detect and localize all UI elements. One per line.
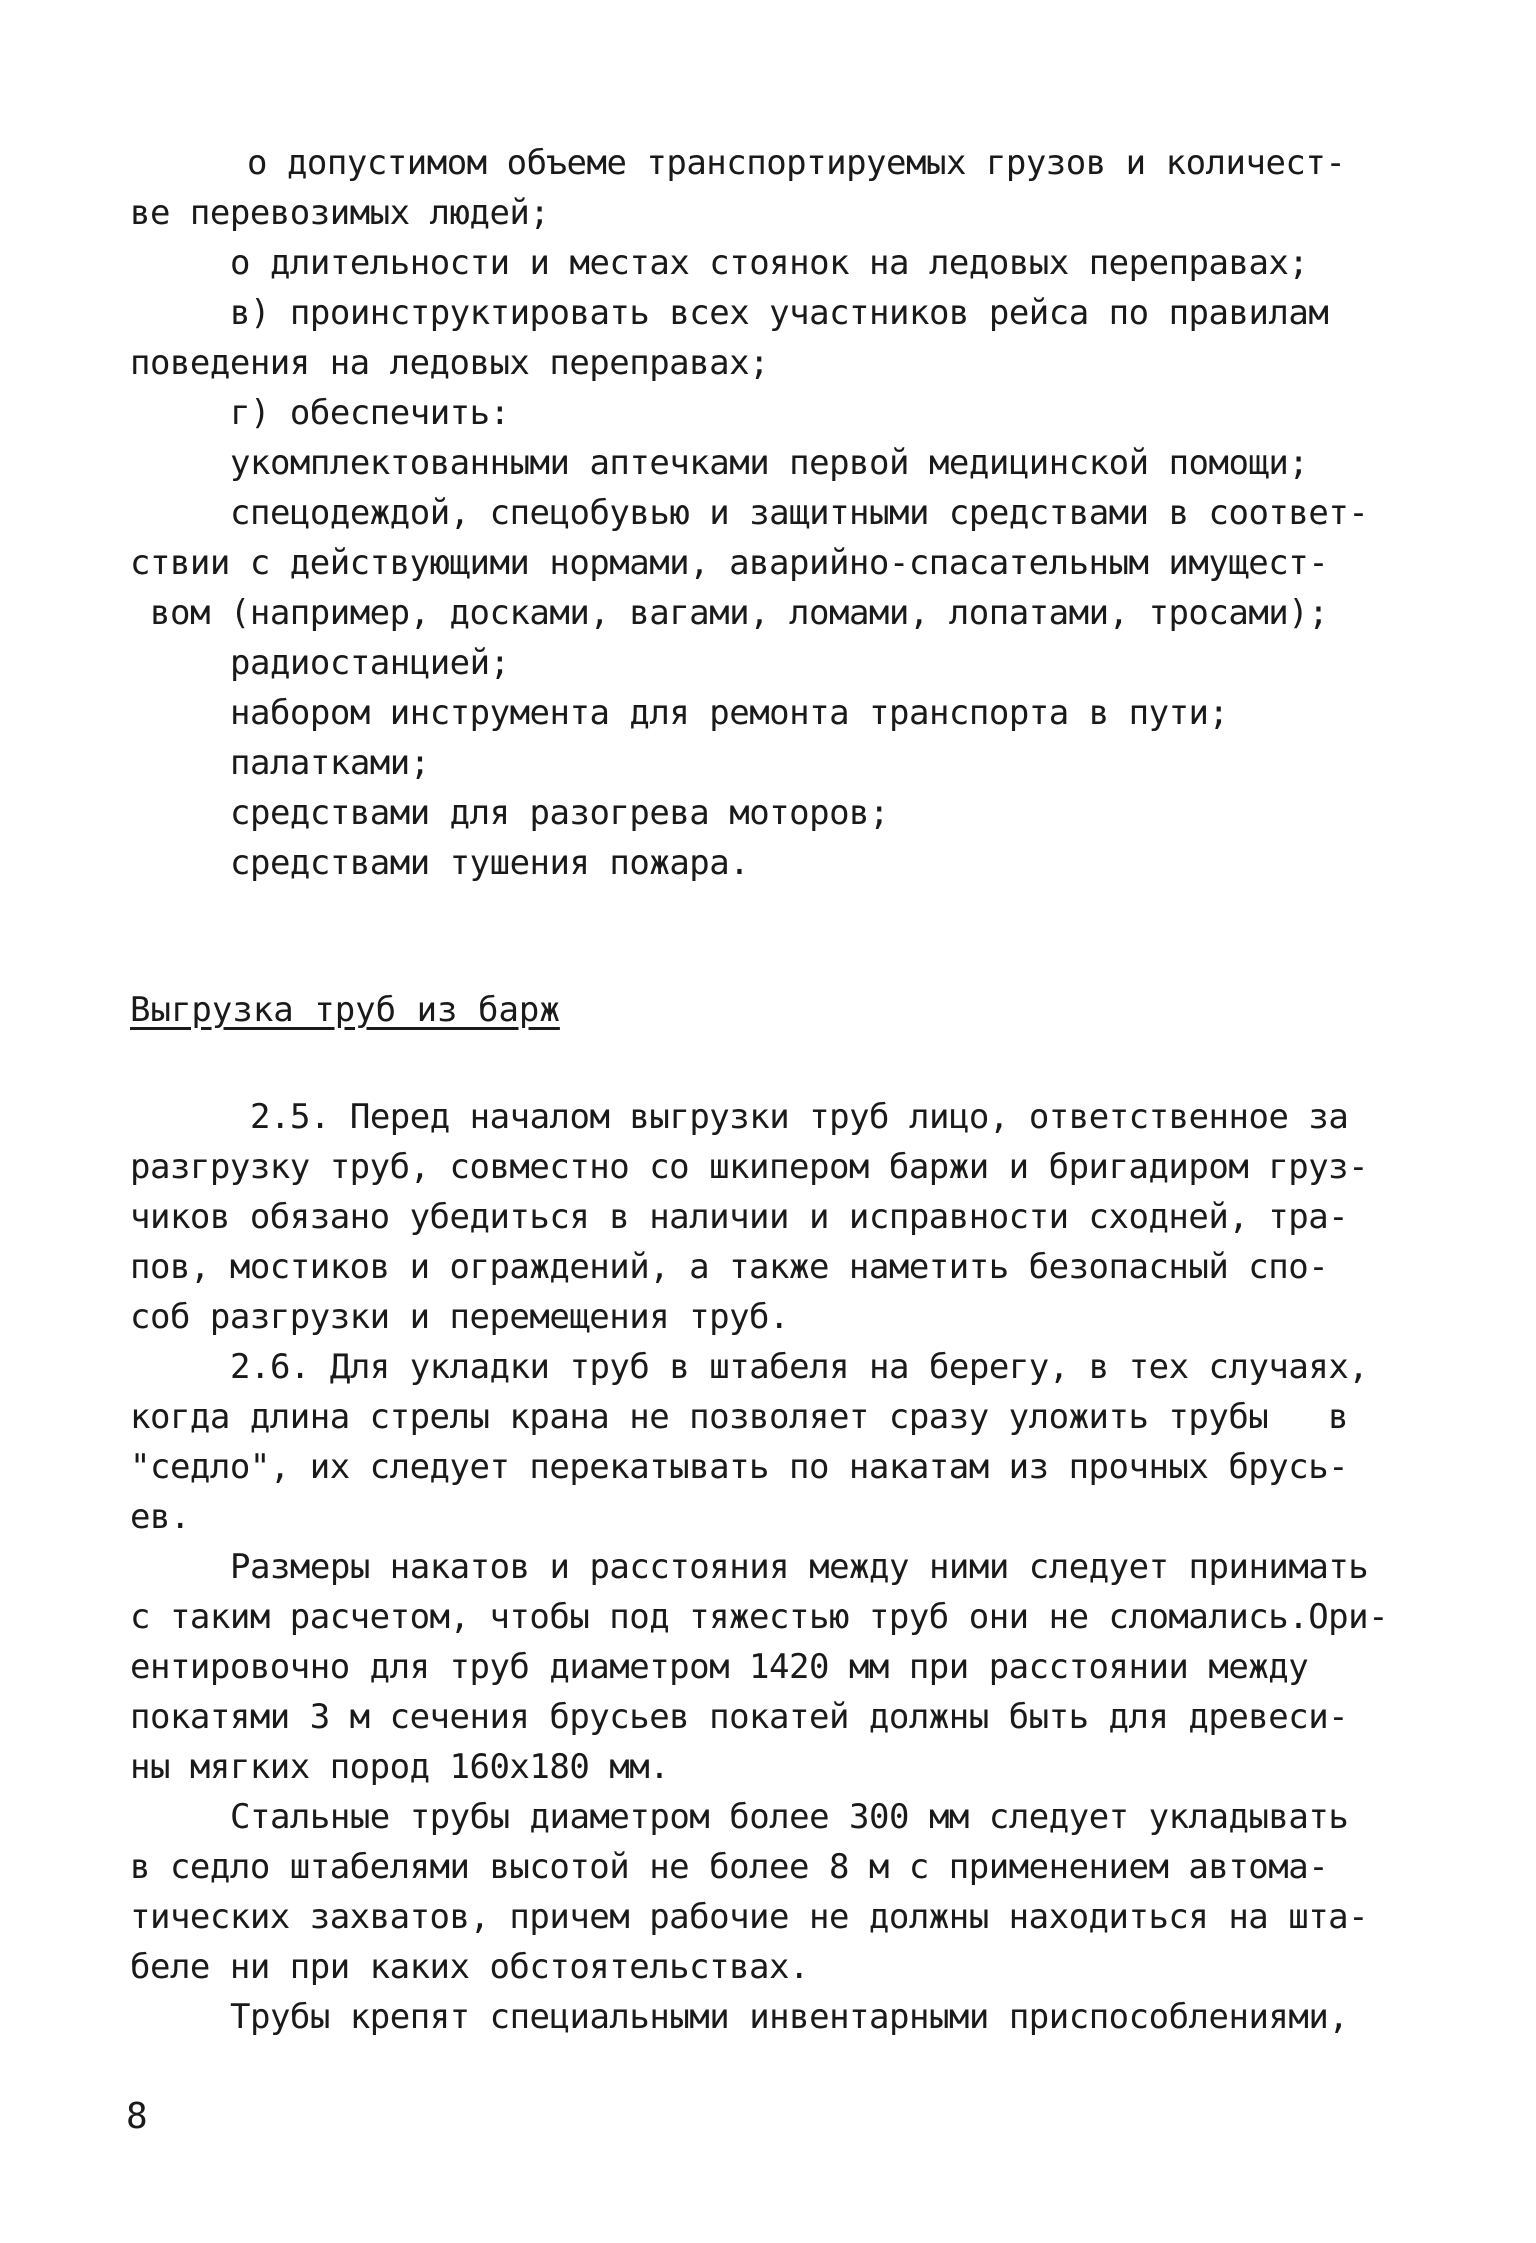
text-line: в седло штабелями высотой не более 8 м с применением автома- [130,1847,1329,1887]
text-line: Трубы крепят специальными инвентарными приспособлениями, [230,1997,1349,2037]
text-line: 2.6. Для укладки труб в штабеля на берегу, в тех случаях, [230,1347,1369,1387]
text-line: Размеры накатов и расстояния между ними следует принимать [230,1547,1369,1587]
text-line: палатками; [230,743,430,783]
text-line: ствии с действующими нормами, аварийно-спасательным имущест- [130,543,1329,583]
text-line: вом (например, досками, вагами, ломами, лопатами, тросами); [150,593,1329,633]
text-line: радиостанцией; [230,643,510,683]
text-line: г) обеспечить: [230,393,510,433]
text-line: средствами тушения пожара. [230,843,750,883]
text-line: ентировочно для труб диаметром 1420 мм при расстоянии между [130,1647,1309,1687]
text-line: покатями 3 м сечения брусьев покатей должны быть для древеси- [130,1697,1349,1737]
text-line: с таким расчетом, чтобы под тяжестью труб они не сломались.Ори- [130,1597,1389,1637]
text-line: поведения на ледовых переправах; [130,343,770,383]
text-line: в) проинструктировать всех участников рейса по правилам [230,293,1329,333]
text-line: беле ни при каких обстоятельствах. [130,1947,809,1987]
text-line: чиков обязано убедиться в наличии и исправности сходней, тра- [130,1197,1349,1237]
text-line: ве перевозимых людей; [130,193,550,233]
text-line: ев. [130,1497,190,1537]
text-line: набором инструмента для ремонта транспорта в пути; [230,693,1229,733]
section-heading: Выгрузка труб из барж [130,990,560,1030]
text-line: средствами для разогрева моторов; [230,793,890,833]
text-line: Стальные трубы диаметром более 300 мм следует укладывать [230,1797,1349,1837]
text-line: о допустимом объеме транспортируемых грузов и количест- [247,143,1346,183]
text-line: разгрузку труб, совместно со шкипером баржи и бригадиром груз- [130,1147,1369,1187]
text-line: тических захватов, причем рабочие не должны находиться на шта- [130,1897,1369,1937]
text-line: укомплектованными аптечками первой медицинской помощи; [230,443,1309,483]
text-line: спецодеждой, спецобувью и защитными средствами в соответ- [230,493,1369,533]
page-number: 8 [126,2096,148,2137]
text-line: соб разгрузки и перемещения труб. [130,1297,790,1337]
text-line: пов, мостиков и ограждений, а также наметить безопасный спо- [130,1247,1329,1287]
text-line: когда длина стрелы крана не позволяет сразу уложить трубы в [130,1397,1349,1437]
text-line: 2.5. Перед началом выгрузки труб лицо, ответственное за [250,1097,1349,1137]
text-line: "седло", их следует перекатывать по накатам из прочных брусь- [130,1447,1349,1487]
text-line: ны мягких пород 160х180 мм. [130,1747,670,1787]
text-line: о длительности и местах стоянок на ледовых переправах; [230,243,1309,283]
